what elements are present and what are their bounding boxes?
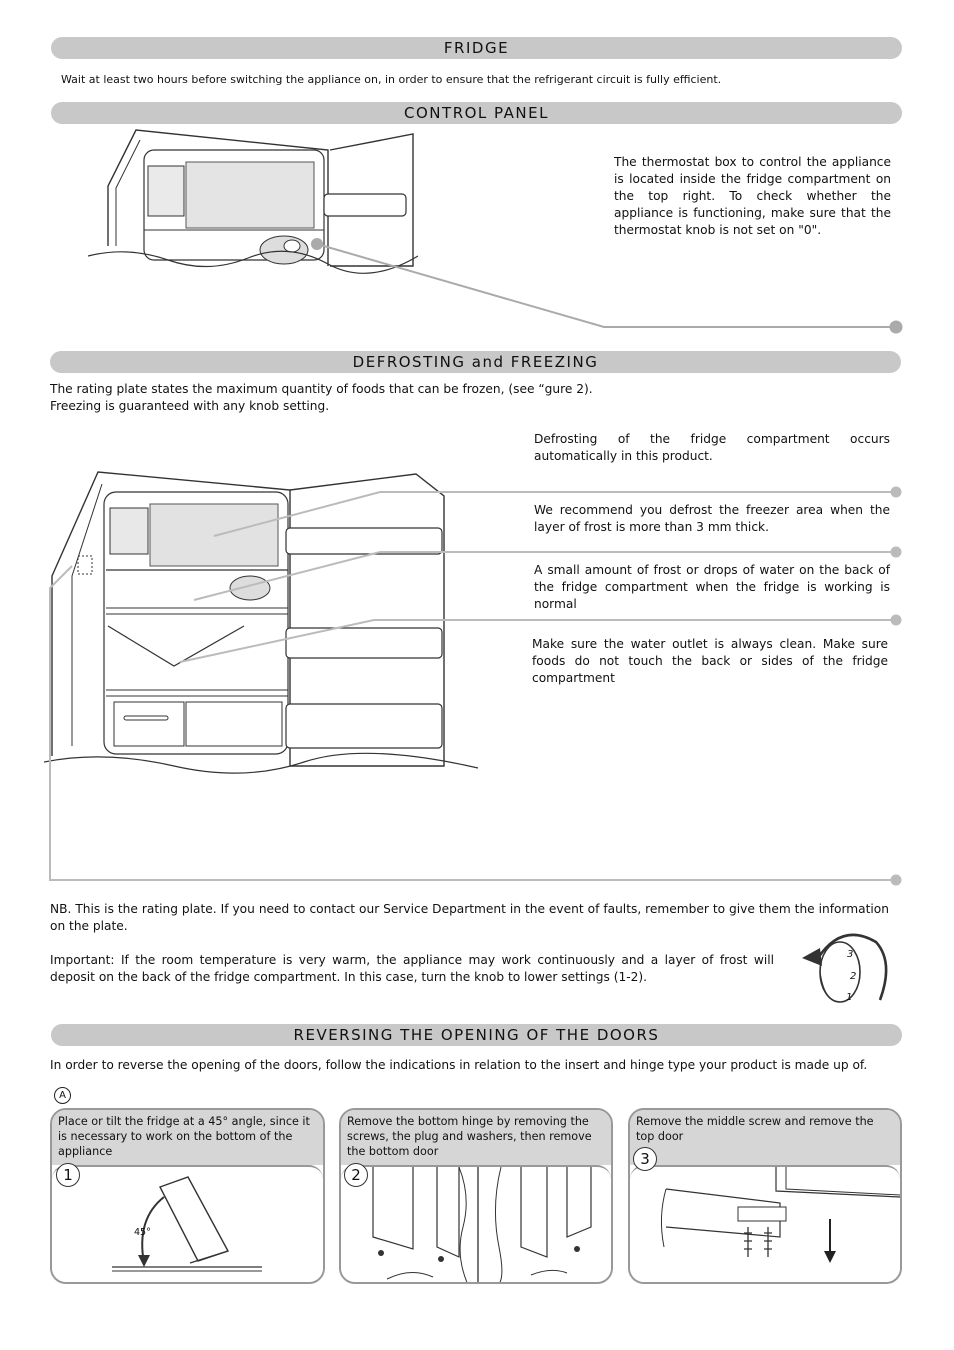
callout-text-4: Make sure the water outlet is always clean. Make sure foods do not touch the back or sides of the fridge compartment <box>532 637 888 685</box>
callout-text-3: A small amount of frost or drops of water on the back of the fridge compartment when the fridge is working is normal <box>534 563 890 611</box>
step-3-caption: Remove the middle screw and remove the top door <box>630 1110 900 1165</box>
nb-rating-plate-text: NB. This is the rating plate. If you need to contact our Service Department in the event of faults, remember to give them the information on the plate. <box>50 902 889 933</box>
insert-marker-a: A <box>54 1087 71 1104</box>
reverse-intro-text: In order to reverse the opening of the doors, follow the indications in relation to the insert and hinge type your product is made up of. <box>50 1058 868 1072</box>
defrost-intro-line-2: Freezing is guaranteed with any knob setting. <box>50 399 330 413</box>
step-card-2 <box>339 1108 613 1284</box>
defrost-intro-line-1: The rating plate states the maximum quantity of foods that can be frozen, (see “gure 2). <box>50 382 593 396</box>
control-panel-text: The thermostat box to control the appliance is located inside the fridge compartment on the top right. To check whether the appliance is functioning, make sure that the thermostat knob is not set on "0". <box>614 155 891 237</box>
section-header-control-panel: CONTROL PANEL <box>51 102 902 124</box>
step-number-2: 2 <box>344 1163 368 1187</box>
remove-top-door-illustration <box>630 1167 900 1284</box>
knob-label-1: 1 <box>846 992 853 1003</box>
step-1-caption: Place or tilt the fridge at a 45° angle, since it is necessary to work on the bottom of the appliance <box>52 1110 323 1165</box>
callout-text-2: We recommend you defrost the freezer area when the layer of frost is more than 3 mm thick. <box>534 503 890 534</box>
knob-label-2: 2 <box>850 971 857 982</box>
angle-label: 45° <box>134 1227 151 1238</box>
section-header-reversing: REVERSING THE OPENING OF THE DOORS <box>51 1024 902 1046</box>
step-number-3: 3 <box>633 1147 657 1171</box>
remove-bottom-hinge-illustration <box>341 1167 611 1284</box>
knob-label-3: 3 <box>847 949 854 960</box>
step-2-caption: Remove the bottom hinge by removing the screws, the plug and washers, then remove the bottom door <box>341 1110 611 1165</box>
thermostat-knob-illustration <box>796 922 892 1006</box>
callout-text-1: Defrosting of the fridge compartment occurs automatically in this product. <box>534 432 890 463</box>
tilt-fridge-illustration <box>52 1167 322 1284</box>
important-text: Important: If the room temperature is very warm, the appliance may work continuously and a layer of frost will deposit on the back of the fridge compartment. In this case, turn the knob to lower settings (1-2). <box>50 953 774 984</box>
section-header-defrosting: DEFROSTING and FREEZING <box>50 351 901 373</box>
section-header-fridge: FRIDGE <box>51 37 902 59</box>
fridge-intro-text: Wait at least two hours before switching the appliance on, in order to ensure that the refrigerant circuit is fully efficient. <box>61 73 722 86</box>
step-number-1: 1 <box>56 1163 80 1187</box>
step-card-1 <box>50 1108 325 1284</box>
step-card-3 <box>628 1108 902 1284</box>
